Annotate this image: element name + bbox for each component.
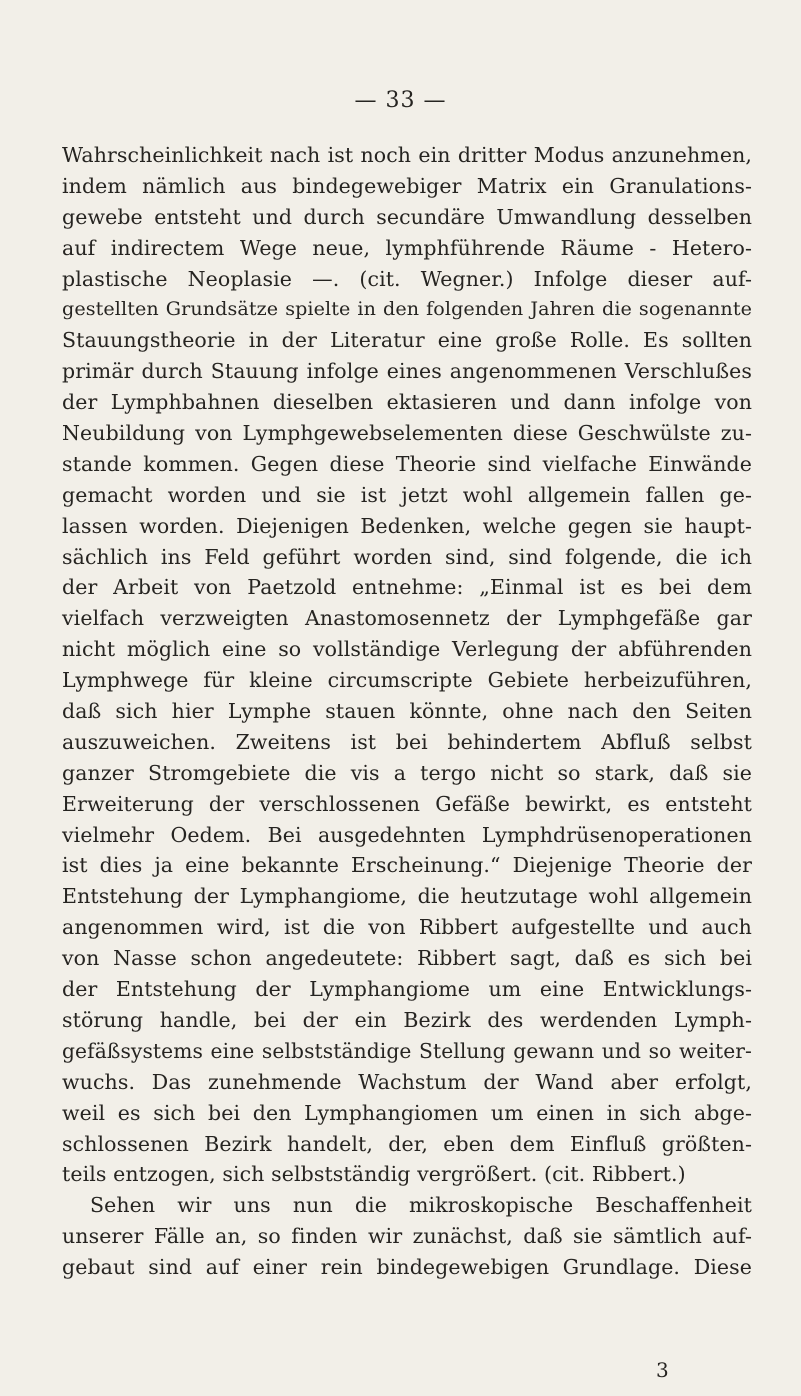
text-line: wuchs. Das zunehmende Wachstum der Wand aber erfolgt, xyxy=(62,1069,752,1094)
text-line: Erweiterung der verschlossenen Gefäße bewirkt, es entsteht xyxy=(62,791,752,816)
text-line: der Lymphbahnen dieselben ektasieren und dann infolge von xyxy=(62,390,752,415)
text-line: teils entzogen, sich selbstständig vergrößert. (cit. Ribbert.) xyxy=(62,1162,686,1187)
text-line: Wahrscheinlichkeit nach ist noch ein dritter Modus anzunehmen, xyxy=(62,143,752,167)
text-line: ist dies ja eine bekannte Erscheinung.“ Diejenige Theorie der xyxy=(62,853,752,878)
text-line: schlossenen Bezirk handelt, der, eben dem Einfluß größten- xyxy=(62,1131,752,1156)
text-line: der Entstehung der Lymphangiome um eine Entwicklungs- xyxy=(62,977,752,1002)
text-line: nicht möglich eine so vollständige Verlegung der abführenden xyxy=(62,637,752,662)
text-line: Lymphwege für kleine circumscripte Gebiete herbeizuführen, xyxy=(62,668,752,693)
text-line: daß sich hier Lymphe stauen könnte, ohne nach den Seiten xyxy=(62,699,752,724)
text-line: gebaut sind auf einer rein bindegewebigen Grundlage. Diese xyxy=(62,1255,752,1280)
text-line: Entstehung der Lymphangiome, die heutzutage wohl allgemein xyxy=(62,884,752,909)
text-line: gemacht worden und sie ist jetzt wohl allgemein fallen ge- xyxy=(62,482,752,507)
text-line: Sehen wir uns nun die mikroskopische Beschaffenheit xyxy=(90,1193,752,1218)
text-line: vielfach verzweigten Anastomosennetz der Lymphgefäße gar xyxy=(62,606,752,631)
text-line: der Arbeit von Paetzold entnehme: „Einmal ist es bei dem xyxy=(62,575,752,600)
text-line: unserer Fälle an, so finden wir zunächst, daß sie sämtlich auf- xyxy=(62,1224,752,1249)
text-line: auszuweichen. Zweitens ist bei behindertem Abfluß selbst xyxy=(62,729,752,754)
text-line: stande kommen. Gegen diese Theorie sind vielfache Einwände xyxy=(62,451,752,476)
text-line: weil es sich bei den Lymphangiomen um einen in sich abge- xyxy=(62,1100,752,1125)
text-line: gefäßsystems eine selbstständige Stellung gewann und so weiter- xyxy=(62,1038,752,1063)
text-line: sächlich ins Feld geführt worden sind, sind folgende, die ich xyxy=(62,544,752,569)
page-number-header: — 33 — xyxy=(354,88,447,113)
text-line: Stauungstheorie in der Literatur eine große Rolle. Es sollten xyxy=(62,328,752,353)
signature-mark: 3 xyxy=(656,1358,669,1382)
text-line: ganzer Stromgebiete die vis a tergo nicht so stark, daß sie xyxy=(62,760,752,785)
text-line: von Nasse schon angedeutete: Ribbert sagt, daß es sich bei xyxy=(62,946,752,971)
text-line: auf indirectem Wege neue, lymphführende Räume - Hetero- xyxy=(62,235,752,260)
text-line: indem nämlich aus bindegewebiger Matrix ein Granulations- xyxy=(62,173,752,198)
text-line: plastische Neoplasie —. (cit. Wegner.) Infolge dieser auf- xyxy=(62,266,752,291)
text-line: Neubildung von Lymphgewebselementen diese Geschwülste zu- xyxy=(62,421,752,446)
text-line: störung handle, bei der ein Bezirk des werdenden Lymph- xyxy=(62,1007,752,1032)
text-line: primär durch Stauung infolge eines angenommenen Verschlußes xyxy=(62,359,752,384)
text-line: lassen worden. Diejenigen Bedenken, welche gegen sie haupt- xyxy=(62,513,752,538)
text-line: gestellten Grundsätze spielte in den folgenden Jahren die sogenannte xyxy=(62,297,752,321)
text-line: gewebe entsteht und durch secundäre Umwandlung desselben xyxy=(62,204,752,229)
body-text xyxy=(62,140,752,1283)
text-line: vielmehr Oedem. Bei ausgedehnten Lymphdrüsenoperationen xyxy=(62,822,752,847)
text-line: angenommen wird, ist die von Ribbert aufgestellte und auch xyxy=(62,915,752,940)
